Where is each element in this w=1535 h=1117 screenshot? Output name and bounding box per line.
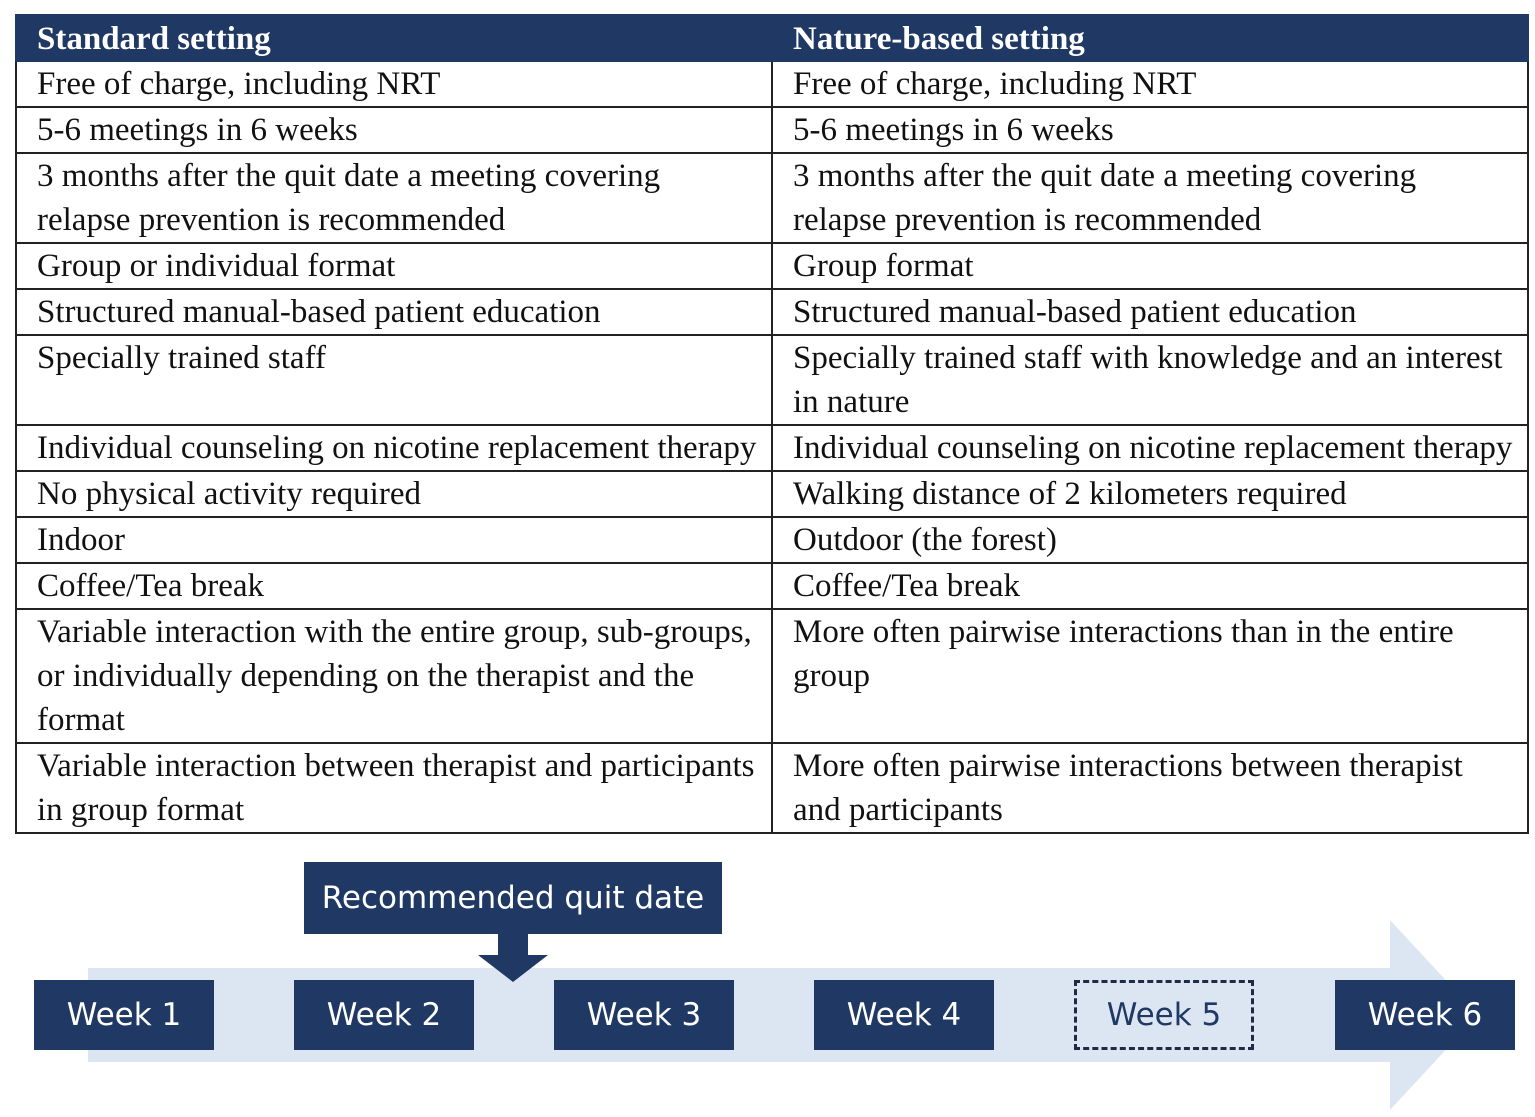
nature-cell: 3 months after the quit date a meeting covering relapse prevention is recommended bbox=[772, 153, 1528, 243]
standard-cell: Indoor bbox=[16, 517, 772, 563]
standard-cell: 5-6 meetings in 6 weeks bbox=[16, 107, 772, 153]
standard-cell: Specially trained staff bbox=[16, 335, 772, 425]
week-6-box: Week 6 bbox=[1335, 980, 1515, 1050]
nature-cell: Individual counseling on nicotine replacement therapy bbox=[772, 425, 1528, 471]
week-3-box: Week 3 bbox=[554, 980, 734, 1050]
header-standard-setting: Standard setting bbox=[16, 15, 772, 61]
nature-cell: Outdoor (the forest) bbox=[772, 517, 1528, 563]
nature-cell: More often pairwise interactions than in the entire group bbox=[772, 609, 1528, 743]
week-4-box: Week 4 bbox=[814, 980, 994, 1050]
nature-cell: Structured manual-based patient education bbox=[772, 289, 1528, 335]
standard-cell: Group or individual format bbox=[16, 243, 772, 289]
nature-cell: Coffee/Tea break bbox=[772, 563, 1528, 609]
standard-cell: No physical activity required bbox=[16, 471, 772, 517]
standard-cell: Variable interaction between therapist and participants in group format bbox=[16, 743, 772, 833]
standard-cell: Individual counseling on nicotine replacement therapy bbox=[16, 425, 772, 471]
nature-cell: Specially trained staff with knowledge and an interest in nature bbox=[772, 335, 1528, 425]
standard-cell: Variable interaction with the entire group, sub-groups, or individually depending on the therapist and the format bbox=[16, 609, 772, 743]
header-nature-based-setting: Nature-based setting bbox=[772, 15, 1528, 61]
standard-cell: Structured manual-based patient education bbox=[16, 289, 772, 335]
week-5-box-optional: Week 5 bbox=[1074, 980, 1254, 1050]
standard-cell: Free of charge, including NRT bbox=[16, 61, 772, 107]
week-2-box: Week 2 bbox=[294, 980, 474, 1050]
nature-cell: Group format bbox=[772, 243, 1528, 289]
standard-cell: Coffee/Tea break bbox=[16, 563, 772, 609]
nature-cell: Free of charge, including NRT bbox=[772, 61, 1528, 107]
recommended-quit-date-label: Recommended quit date bbox=[304, 862, 722, 934]
nature-cell: More often pairwise interactions between therapist and participants bbox=[772, 743, 1528, 833]
nature-cell: Walking distance of 2 kilometers required bbox=[772, 471, 1528, 517]
nature-cell: 5-6 meetings in 6 weeks bbox=[772, 107, 1528, 153]
week-1-box: Week 1 bbox=[34, 980, 214, 1050]
standard-cell: 3 months after the quit date a meeting covering relapse prevention is recommended bbox=[16, 153, 772, 243]
